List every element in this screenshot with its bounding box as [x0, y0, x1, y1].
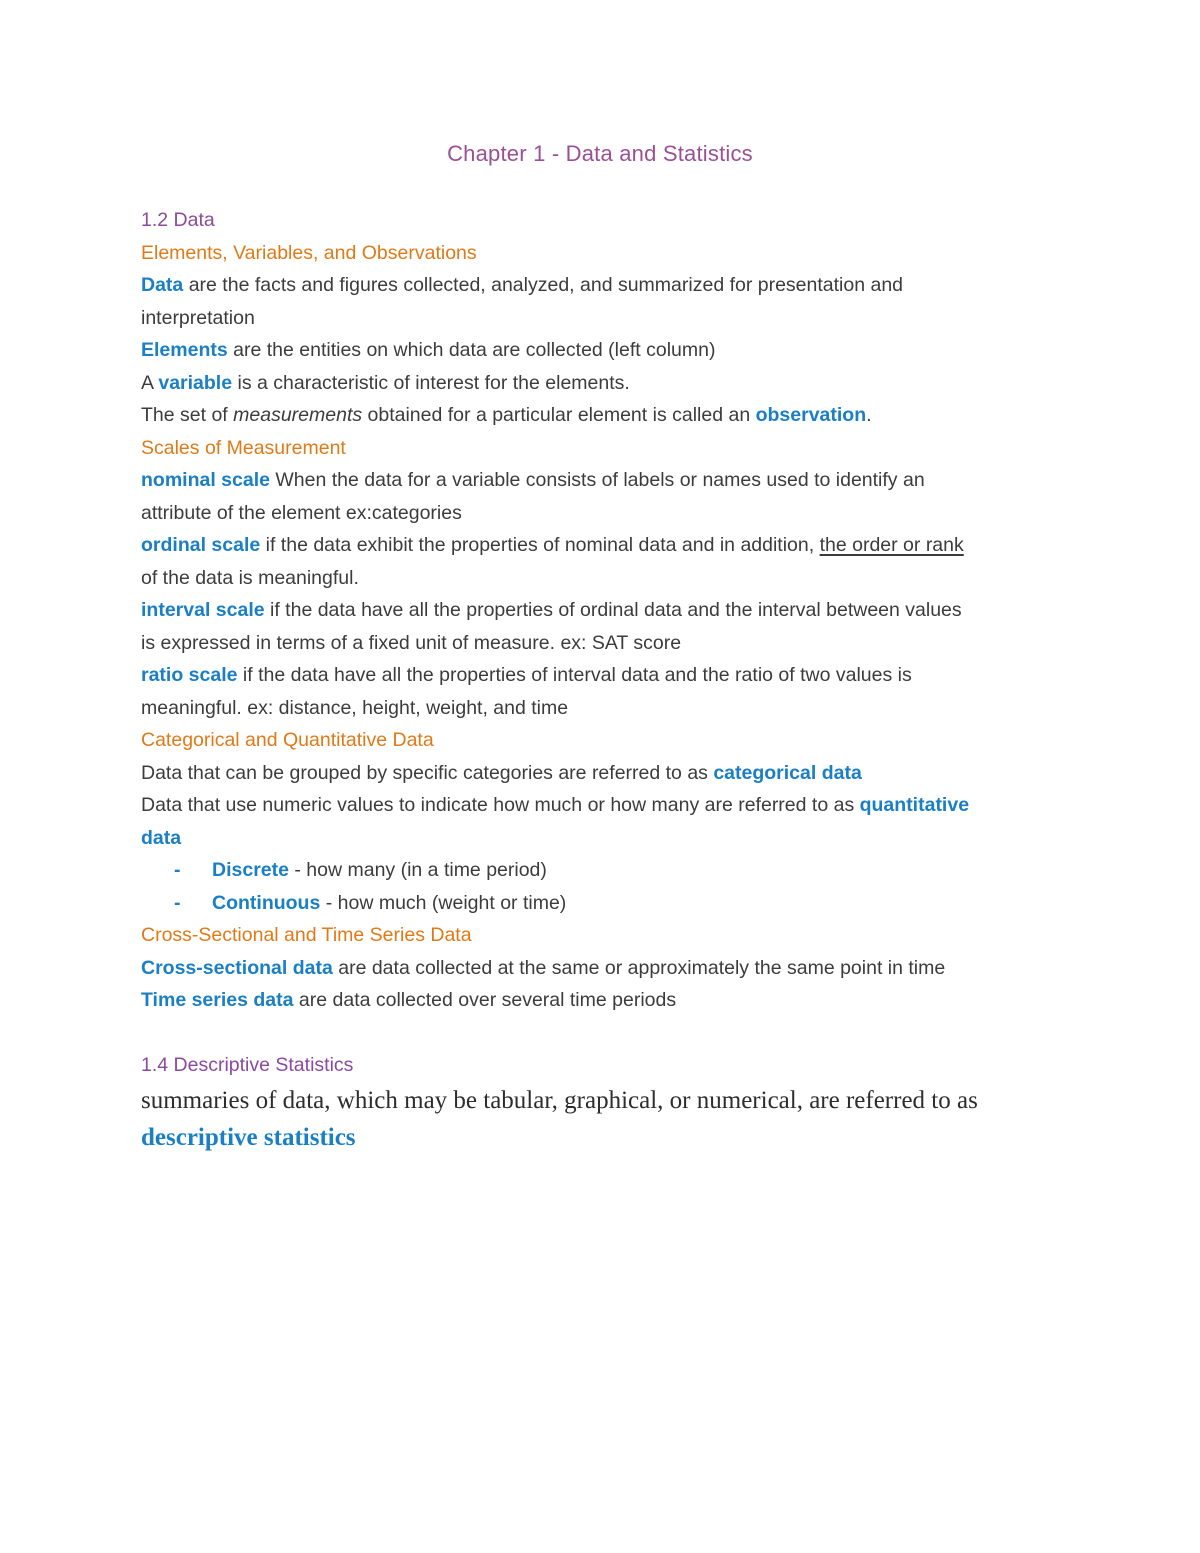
paragraph-ordinal-scale [141, 529, 1071, 562]
page-title: Chapter 1 - Data and Statistics [447, 141, 753, 166]
observation-end: . [866, 404, 872, 426]
term-discrete: Discrete [212, 859, 289, 881]
subheading-elements-variables: Elements, Variables, and Observations [141, 241, 477, 264]
measurements-italic: measurements [233, 404, 363, 426]
nominal-definition-b: attribute of the element ex:categories [141, 501, 462, 524]
categorical-prefix: Data that can be grouped by specific categories are referred to as [141, 761, 714, 784]
term-cross-sectional-data: Cross-sectional data [141, 956, 333, 979]
term-quantitative: quantitative [859, 794, 970, 816]
interval-definition-b: is expressed in terms of a fixed unit of measure. ex: SAT score [141, 631, 682, 654]
term-interval-scale: interval scale [141, 599, 265, 621]
quantitative-prefix: Data that use numeric values to indicate how much or how many are referred to as [141, 794, 860, 816]
bullet-text [212, 854, 547, 887]
paragraph-observation-definition [141, 399, 1071, 432]
term-data: Data [141, 274, 184, 296]
term-continuous: Continuous [212, 891, 321, 914]
paragraph-interval-scale [141, 594, 1071, 627]
variable-prefix: A [141, 371, 159, 394]
ordinal-definition-b: of the data is meaningful. [141, 566, 359, 589]
data-definition-b: interpretation [141, 306, 255, 329]
bullet-dash: - [174, 859, 181, 881]
paragraph-quantitative-data-cont [141, 822, 1071, 855]
term-time-series-data: Time series data [141, 989, 294, 1011]
paragraph-variable-definition [141, 367, 1071, 400]
section-heading-descriptive-statistics: 1.4 Descriptive Statistics [141, 1054, 354, 1076]
term-observation: observation [755, 404, 867, 426]
subheading-scales-of-measurement: Scales of Measurement [141, 436, 346, 459]
continuous-definition: - how much (weight or time) [320, 891, 567, 914]
term-ordinal-scale: ordinal scale [141, 534, 261, 556]
time-series-definition: are data collected over several time periods [293, 989, 677, 1011]
paragraph-ratio-scale [141, 659, 1071, 692]
observation-middle: obtained for a particular element is called an [362, 404, 756, 426]
paragraph-nominal-scale [141, 464, 1071, 497]
subheading-categorical-quantitative: Categorical and Quantitative Data [141, 729, 434, 751]
spacer [141, 1017, 1071, 1050]
term-descriptive-statistics: descriptive statistics [141, 1123, 356, 1151]
paragraph-elements-definition [141, 334, 1071, 367]
term-nominal-scale: nominal scale [141, 469, 270, 491]
cross-sectional-definition: are data collected at the same or approximately the same point in time [332, 956, 946, 979]
section-heading-data: 1.2 Data [141, 209, 215, 231]
variable-definition: is a characteristic of interest for the elements. [232, 371, 630, 394]
paragraph-quantitative-data [141, 789, 1071, 822]
descriptive-statistics-text: summaries of data, which may be tabular, graphical, or numerical, are referred to as [141, 1086, 978, 1114]
list-item [141, 854, 1071, 887]
ratio-definition-b: meaningful. ex: distance, height, weight, and time [141, 696, 569, 719]
list-item [141, 887, 1071, 920]
term-elements: Elements [141, 339, 228, 361]
paragraph-data-definition [141, 269, 1071, 302]
term-ratio-scale: ratio scale [141, 664, 238, 686]
bullet-text [212, 887, 566, 920]
paragraph-categorical-data [141, 757, 1071, 790]
paragraph-cross-sectional [141, 952, 1071, 985]
discrete-definition: - how many (in a time period) [288, 859, 547, 881]
elements-definition: are the entities on which data are collected (left column) [227, 339, 716, 361]
observation-prefix: The set of [141, 404, 234, 426]
paragraph-time-series [141, 984, 1071, 1017]
ordinal-definition-a: if the data exhibit the properties of nominal data and in addition, [260, 534, 820, 556]
term-categorical-data: categorical data [713, 761, 862, 784]
subheading-cross-sectional-time-series: Cross-Sectional and Time Series Data [141, 924, 472, 946]
term-data-continued: data [141, 826, 182, 849]
term-variable: variable [158, 371, 233, 394]
data-definition-a: are the facts and figures collected, analyzed, and summarized for presentation and [183, 274, 904, 296]
document-body [141, 204, 1071, 1156]
ratio-definition-a: if the data have all the properties of interval data and the ratio of two values is [237, 664, 912, 686]
bullet-dash: - [174, 891, 181, 914]
underlined-order-or-rank: the order or rank [819, 534, 964, 556]
nominal-definition-a: When the data for a variable consists of labels or names used to identify an [269, 469, 925, 491]
interval-definition-a: if the data have all the properties of ordinal data and the interval between values [264, 599, 962, 621]
